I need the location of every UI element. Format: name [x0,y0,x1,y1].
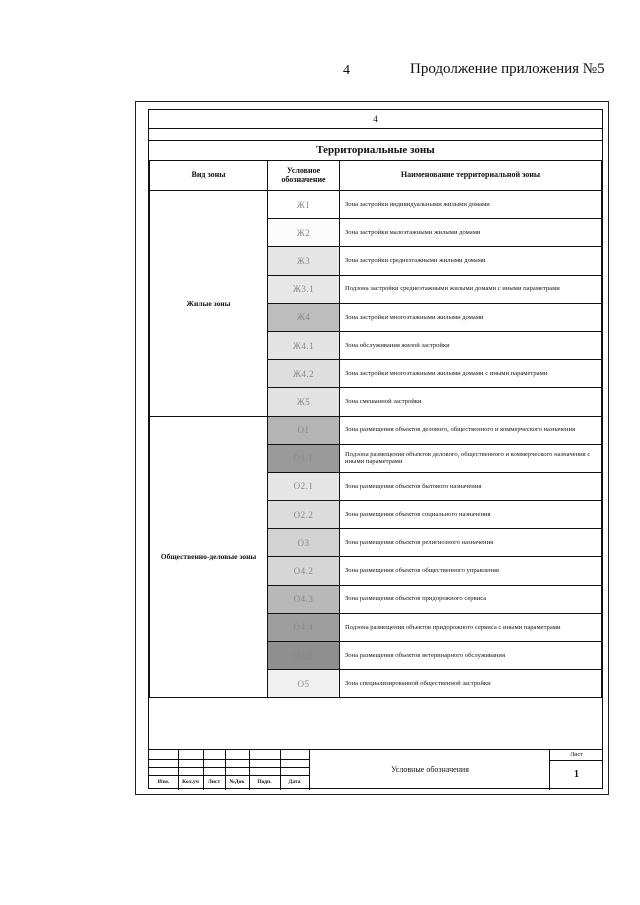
table-header-row [150,161,602,191]
zone-symbol: Ж4.1 [268,331,340,359]
zone-symbol: О2.2 [268,501,340,529]
zone-name: Зона размещения объектов бытового назначения [340,472,602,500]
zone-name: Зона застройки малоэтажными жилыми домами [340,219,602,247]
revision-column-label: Лист [207,779,221,785]
zone-name: Зона смешанной застройки [340,388,602,416]
zone-name: Зона размещения объектов общественного управления [340,557,602,585]
zone-name: Зона застройки среднеэтажными жилыми домами [340,247,602,275]
zone-symbol: О1.1 [268,444,340,472]
zone-name: Зона застройки многоэтажными жилыми домами с иными параметрами [340,360,602,388]
revision-column-label: Кол.уч [182,779,199,785]
drawing-sheet [148,109,603,789]
sheet-number: 4 [149,110,602,129]
revision-column-label: №Док [229,779,245,785]
zone-name: Зона размещения объектов придорожного сервиса [340,585,602,613]
revision-column-label: Изм. [157,779,170,785]
sheet-label: Лист [550,750,603,761]
zone-name: Подзона размещения объектов придорожного сервиса с иными параметрами [340,613,602,641]
zone-name: Подзона размещения объектов делового, общественного и коммерческого назначения с иными параметрами [340,444,602,472]
zone-category: Общественно-деловые зоны [150,416,268,698]
blank-row [150,698,602,709]
zones-table [149,160,602,708]
zone-symbol: Ж5 [268,388,340,416]
zones-table-body [150,191,602,709]
zone-symbol: О4.3 [268,585,340,613]
zone-name: Зона обслуживания жилой застройки [340,331,602,359]
zone-name: Зона специализированной общественной застройки [340,670,602,698]
zone-symbol: Ж3 [268,247,340,275]
header-symbol: Условное обозначение [268,161,340,191]
zone-symbol: О1 [268,416,340,444]
zone-symbol: О5 [268,670,340,698]
table-row [150,191,602,219]
zone-symbol: О4.5 [268,642,340,670]
grid-line [149,759,309,760]
revision-column-label: Подп. [257,779,272,785]
zone-name: Зона застройки индивидуальными жилыми домами [340,191,602,219]
header-zone-name: Наименование территориальной зоны [340,161,602,191]
zone-name: Зона размещения объектов религиозного назначения [340,529,602,557]
zone-symbol: О4.2 [268,557,340,585]
zone-name: Подзона застройки среднеэтажными жилыми домами с иными параметрами [340,275,602,303]
title-block [149,749,602,790]
zone-category: Жилые зоны [150,191,268,417]
zone-symbol: Ж3.1 [268,275,340,303]
zone-symbol: О3 [268,529,340,557]
zone-symbol: Ж4 [268,303,340,331]
grid-line [149,767,309,768]
revision-column-label: Дата [288,779,301,785]
zone-name: Зона застройки многоэтажными жилыми домами [340,303,602,331]
zone-symbol: Ж4.2 [268,360,340,388]
table-row [150,416,602,444]
zone-name: Зона размещения объектов делового, общественного и коммерческого назначения [340,416,602,444]
sheet-value: 1 [574,769,579,780]
grid-line [149,775,309,776]
zones-title: Территориальные зоны [149,140,602,161]
zone-symbol: Ж1 [268,191,340,219]
revision-grid [149,750,309,790]
zone-symbol: О4.4 [268,613,340,641]
zone-name: Зона размещения объектов социального назначения [340,501,602,529]
sheet-box [549,750,603,790]
zone-name: Зона размещения объектов ветеринарного обслуживания [340,642,602,670]
appendix-continuation: Продолжение приложения №5 [410,61,605,77]
zone-symbol: Ж2 [268,219,340,247]
drawing-caption: Условные обозначения [309,750,550,790]
zone-symbol: О2.1 [268,472,340,500]
page-number: 4 [343,63,350,78]
header-zone-type: Вид зоны [150,161,268,191]
